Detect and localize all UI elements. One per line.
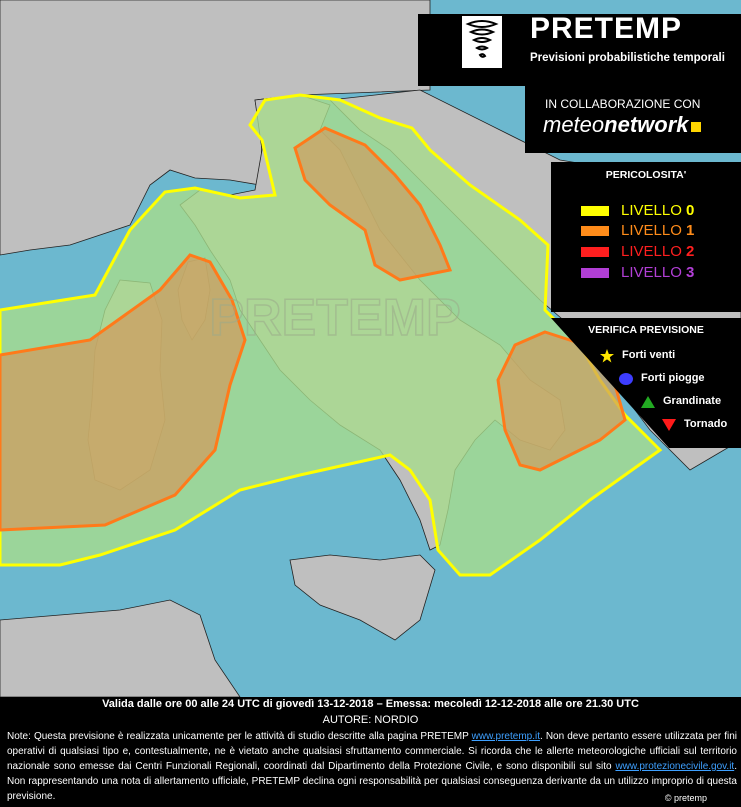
legend-word: LIVELLO: [621, 243, 682, 260]
triangle-down-icon: [662, 418, 676, 432]
collaboration-box: [525, 86, 741, 153]
star-icon: [600, 349, 614, 363]
legend-label-level-1: [621, 222, 694, 239]
legend-title: PERICOLOSITA': [605, 169, 687, 181]
legend-number: 2: [686, 243, 695, 260]
legend-number: 0: [686, 202, 695, 219]
protezione-civile-link[interactable]: www.protezionecivile.gov.it: [615, 761, 735, 772]
legend-label-level-3: [621, 264, 694, 281]
hazard-legend: [551, 162, 741, 312]
verification-legend: [551, 318, 741, 448]
legend-word: LIVELLO: [621, 222, 682, 239]
note-part-1: Note: Questa previsione è realizzata unicamente per le attività di studio descritte alla pagina PRETEMP: [7, 731, 472, 742]
circle-icon: [619, 372, 633, 386]
verification-label: Forti piogge: [641, 372, 705, 384]
footer: [0, 697, 741, 807]
disclaimer-note: [7, 729, 737, 804]
copyright: © pretemp: [664, 793, 707, 803]
verification-label: Tornado: [684, 418, 728, 430]
note-part-3: . Non rappresentando una nota di allertamento ufficiale, PRETEMP declina ogni responsabilità per qualsiasi conseguenza derivante da un utilizzo improprio di questa previsione.: [7, 761, 737, 802]
legend-swatch-level-1: [581, 226, 609, 236]
author-line: AUTORE: NORDIO: [322, 714, 419, 726]
legend-word: LIVELLO: [621, 264, 682, 281]
legend-number: 3: [686, 264, 695, 281]
verification-label: Grandinate: [663, 395, 722, 407]
partner-logo: [543, 112, 701, 138]
legend-swatch-level-3: [581, 268, 609, 278]
collaboration-label: IN COLLABORAZIONE CON: [545, 97, 701, 111]
validity-line: Valida dalle ore 00 alle 24 UTC di giovedì 13-12-2018 – Emessa: mecoledì 12-12-2018 alle ore 21.30 UTC: [102, 698, 639, 710]
brand-tagline: Previsioni probabilistiche temporali: [530, 52, 725, 64]
verification-label: Forti venti: [622, 349, 676, 361]
legend-word: LIVELLO: [621, 202, 682, 219]
partner-square-icon: [691, 122, 701, 132]
map-watermark: PRETEMP: [209, 289, 461, 347]
brand-header: [418, 14, 741, 86]
pretemp-link[interactable]: www.pretemp.it: [471, 731, 540, 742]
legend-swatch-level-2: [581, 247, 609, 257]
note-part-2: . Non deve pertanto essere utilizzata per fini operativi di qualsiasi tipo e, contestualmente, ne è vietato anche qualsiasi sfruttamento commerciale. Si ricorda che le allerte meteorologiche ufficiali sul territorio nazionale sono emesse dai Centri Funzionali Regionali, coordinati dal Dipartimento della Protezione Civile, e sono disponibili sul sito: [7, 731, 737, 772]
triangle-up-icon: [641, 395, 655, 409]
partner-bold: network: [604, 112, 689, 137]
legend-number: 1: [686, 222, 695, 239]
verification-title: VERIFICA PREVISIONE: [588, 324, 704, 336]
partner-light: meteo: [543, 112, 605, 137]
legend-label-level-0: [621, 202, 694, 219]
legend-swatch-level-0: [581, 206, 609, 216]
legend-label-level-2: [621, 243, 694, 260]
brand-title: PRETEMP: [530, 12, 683, 45]
tornado-icon: [462, 16, 502, 68]
